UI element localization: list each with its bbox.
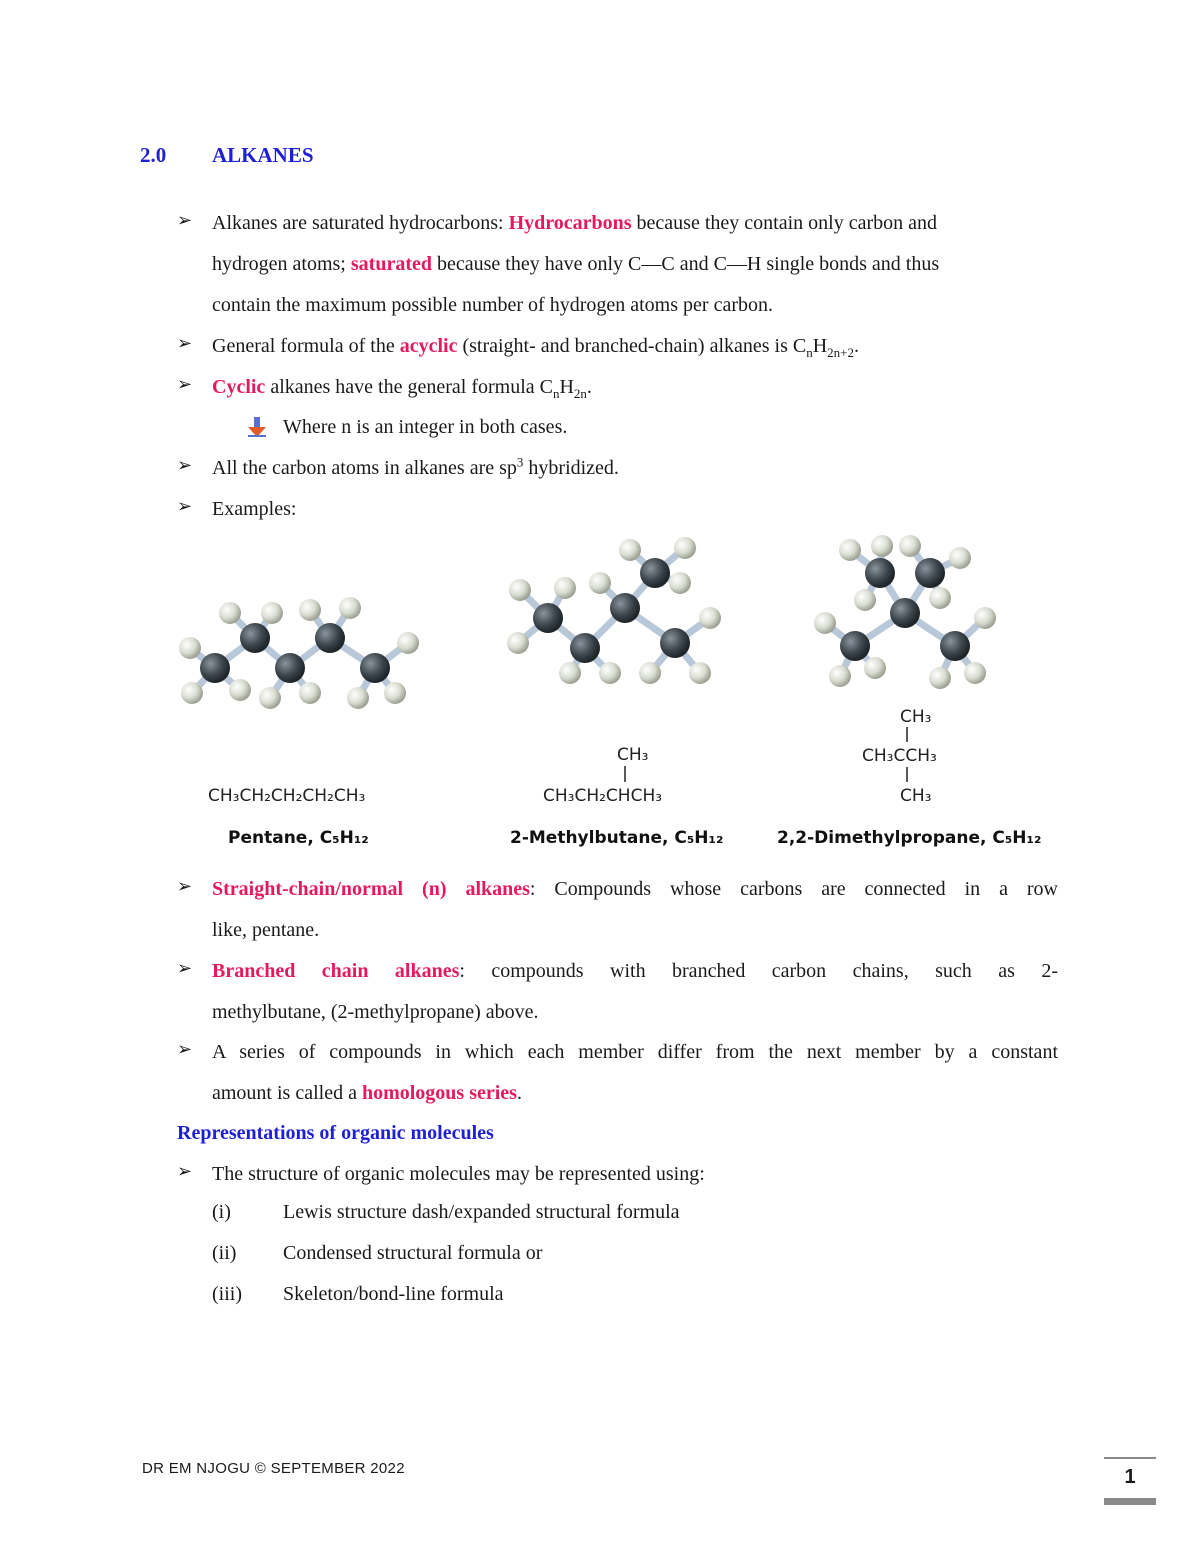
arrow-bullet-icon: ➢	[177, 876, 193, 897]
methylbutane-formula: CH₃CH₂CHCH₃	[543, 786, 663, 806]
list-item-number: (ii)	[212, 1242, 237, 1264]
dimethylpropane-atoms	[814, 535, 996, 689]
dimethylpropane-name: 2,2-Dimethylpropane, C₅H₁₂	[777, 828, 1042, 848]
definition-homologous-line2: amount is called a homologous series.	[212, 1082, 522, 1104]
keyword-acyclic: acyclic	[399, 335, 458, 357]
definition-straight-chain: Straight-chain/normal (n) alkanes: Compounds whose carbons are connected in a row	[212, 878, 1058, 900]
bullet-general-formula: General formula of the acyclic (straight- and branched-chain) alkanes is $C_nH_{2n+2}$.	[212, 335, 860, 360]
keyword-hydrocarbons: Hydrocarbons	[508, 212, 632, 234]
keyword-homologous-series: homologous series	[361, 1082, 517, 1104]
arrow-bullet-icon: ➢	[177, 333, 193, 354]
pentane-formula: CH₃CH₂CH₂CH₂CH₃	[208, 786, 366, 806]
section-heading	[140, 143, 314, 168]
dimethylpropane-top: CH₃	[900, 707, 932, 727]
section-title: ALKANES	[212, 143, 314, 167]
definition-branched-chain: Branched chain alkanes: compounds with branched carbon chains, such as 2-	[212, 960, 1059, 982]
pentane-atoms	[179, 597, 419, 709]
definition-homologous: A series of compounds in which each member differ from the next member by a constant	[212, 1041, 1058, 1063]
page-number: 1	[1124, 1466, 1136, 1488]
definition-branched-chain-line2: methylbutane, (2-methylpropane) above.	[212, 1001, 539, 1023]
subsection-title: Representations of organic molecules	[177, 1122, 494, 1144]
methylbutane-branch: CH₃	[617, 745, 649, 765]
arrow-bullet-icon: ➢	[177, 1161, 193, 1182]
list-item-text: Lewis structure dash/expanded structural formula	[283, 1201, 680, 1223]
bullet-examples: Examples:	[212, 498, 297, 520]
sub-note: Where n is an integer in both cases.	[283, 416, 568, 438]
arrow-bullet-icon: ➢	[177, 455, 193, 476]
page-number-rule-bottom	[1104, 1498, 1156, 1505]
keyword-straight-chain: Straight-chain/normal (n) alkanes	[212, 878, 530, 900]
down-arrow-bullet-icon	[246, 415, 268, 439]
arrow-bullet-icon: ➢	[177, 210, 193, 231]
bullet-alkanes-line3: contain the maximum possible number of hydrogen atoms per carbon.	[212, 294, 773, 316]
keyword-branched-chain: Branched chain alkanes	[212, 960, 460, 982]
dimethylpropane-bottom: CH₃	[900, 786, 932, 806]
dimethylpropane-formula: CH₃CCH₃	[862, 746, 937, 766]
alkane-molecules-figure	[170, 528, 1060, 858]
keyword-cyclic: Cyclic	[212, 376, 266, 398]
pentane-name: Pentane, C₅H₁₂	[228, 828, 369, 848]
section-number: 2.0	[140, 143, 167, 167]
list-item-text: Skeleton/bond-line formula	[283, 1283, 504, 1305]
list-item-number: (iii)	[212, 1283, 242, 1305]
bullet-cyclic-formula: Cyclic alkanes have the general formula $C_nH_{2n}$.	[212, 376, 592, 401]
pentane-ball-stick-model	[190, 608, 408, 698]
bullet-alkanes-line2: hydrogen atoms; saturated because they have only C—C and C—H single bonds and thus	[212, 253, 940, 275]
page-number-rule-top	[1104, 1457, 1156, 1459]
arrow-bullet-icon: ➢	[177, 374, 193, 395]
definition-straight-chain-line2: like, pentane.	[212, 919, 320, 941]
arrow-bullet-icon: ➢	[177, 496, 193, 517]
arrow-bullet-icon: ➢	[177, 958, 193, 979]
bullet-hybridization: All the carbon atoms in alkanes are $sp^3$ hybridized.	[212, 454, 619, 479]
representations-intro: The structure of organic molecules may be represented using:	[212, 1163, 705, 1185]
list-item-text: Condensed structural formula or	[283, 1242, 543, 1264]
footer-author: DR EM NJOGU © SEPTEMBER 2022	[142, 1460, 405, 1477]
arrow-bullet-icon: ➢	[177, 1039, 193, 1060]
list-item-number: (i)	[212, 1201, 231, 1223]
methylbutane-name: 2-Methylbutane, C₅H₁₂	[510, 828, 724, 848]
keyword-saturated: saturated	[350, 253, 432, 275]
bullet-alkanes-definition: Alkanes are saturated hydrocarbons: Hydrocarbons because they contain only carbon and	[212, 212, 937, 234]
